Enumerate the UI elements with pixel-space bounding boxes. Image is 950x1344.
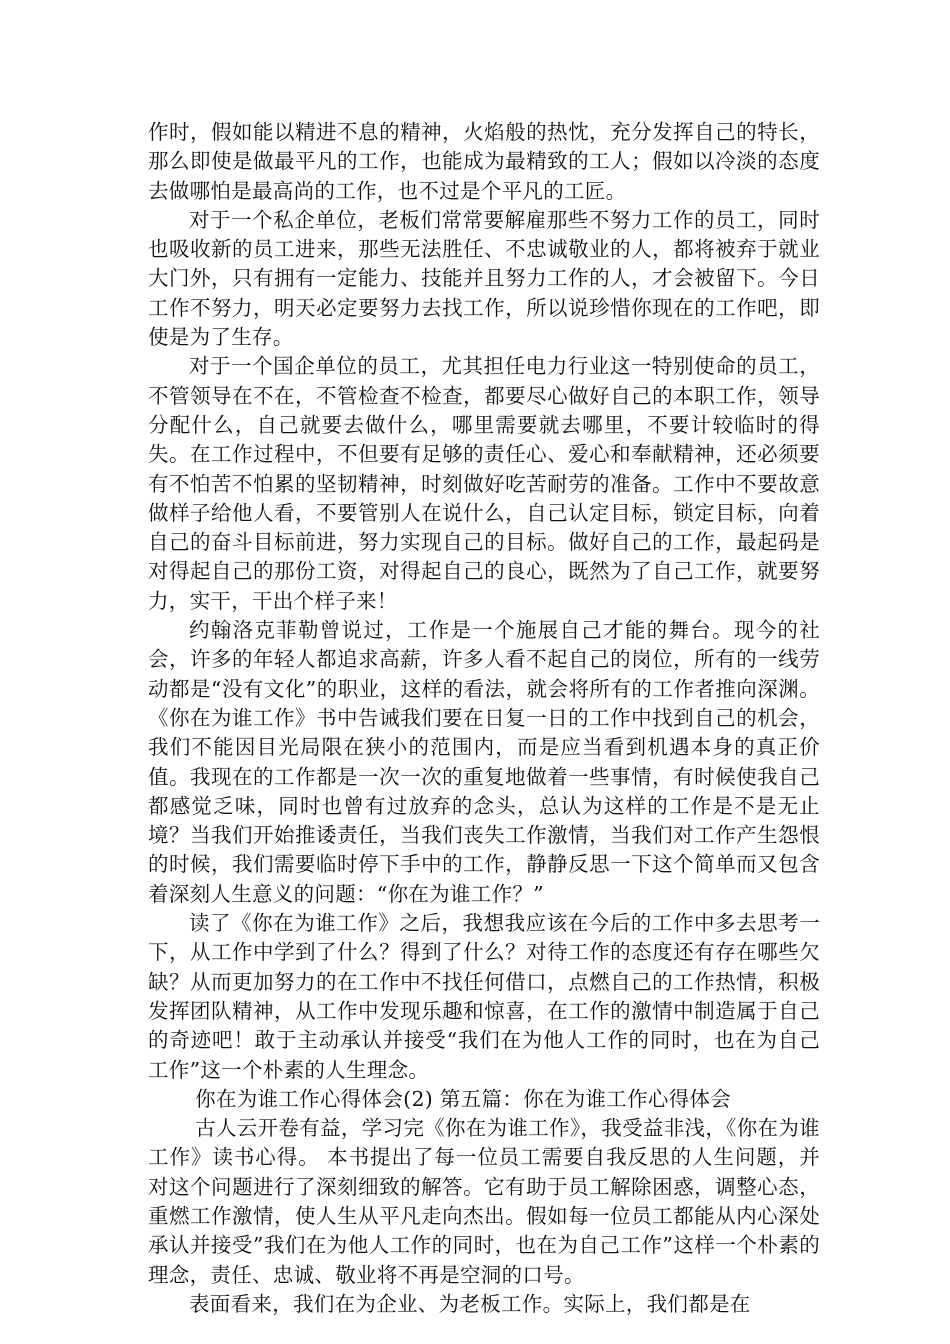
- paragraph-1: 作时，假如能以精进不息的精神，火焰般的热忱，充分发挥自己的特长，那么即使是做最平凡的工作，也能成为最精致的工人；假如以冷淡的态度去做哪怕是最高尚的工作，也不过是个平凡的工匠。: [148, 120, 820, 203]
- paragraph-2: 对于一个私企单位，老板们常常要解雇那些不努力工作的员工，同时也吸收新的员工进来，那些无法胜任、不忠诚敬业的人，都将被弃于就业大门外，只有拥有一定能力、技能并且努力工作的人，才会被留下。今日工作不努力，明天必定要努力去找工作，所以说珍惜你现在的工作吧，即使是为了生存。: [148, 207, 820, 350]
- paragraph-4: 约翰洛克菲勒曾说过，工作是一个施展自己才能的舞台。现今的社会，许多的年轻人都追求高薪，许多人看不起自己的岗位，所有的一线劳动都是“没有文化”的职业，这样的看法，就会将所有的工作者推向深渊。《你在为谁工作》书中告诫我们要在日复一日的工作中找到自己的机会，我们不能因目光局限在狭小的范围内，而是应当看到机遇本身的真正价值。我现在的工作都是一次一次的重复地做着一些事情，有时候使我自己都感觉乏味，同时也曾有过放弃的念头，总认为这样的工作是不是无止境？当我们开始推诿责任，当我们丧失工作激情，当我们对工作产生怨恨的时候，我们需要临时停下手中的工作，静静反思一下这个简单而又包含着深刻人生意义的问题：“你在为谁工作？”: [148, 618, 820, 906]
- section-heading: 你在为谁工作心得体会(2) 第五篇：你在为谁工作心得体会: [195, 1086, 732, 1111]
- paragraph-5: 读了《你在为谁工作》之后，我想我应该在今后的工作中多去思考一下，从工作中学到了什么？得到了什么？对待工作的态度还有存在哪些欠缺？从而更加努力的在工作中不找任何借口，点燃自己的工作热情，积极发挥团队精神，从工作中发现乐趣和惊喜，在工作的激情中制造属于自己的奇迹吧！敢于主动承认并接受“我们在为他人工作的同时，也在为自己工作”这一个朴素的人生理念。: [148, 911, 820, 1082]
- paragraph-7: 表面看来，我们在为企业、为老板工作。实际上，我们都是在: [189, 1291, 751, 1316]
- paragraph-6: 古人云开卷有益，学习完《你在为谁工作》，我受益非浅，《你在为谁工作》读书心得。 本书提出了每一位员工需要自我反思的人生问题，并对这个问题进行了深刻细致的解答。它有助于员工解除困惑，调整心态，重燃工作激情，使人生从平凡走向杰出。假如每一位员工都能从内心深处承认并接受”我们在为他人工作的同时，也在为自己工作”这样一个朴素的理念，责任、忠诚、敬业将不再是空洞的口号。: [148, 1116, 820, 1287]
- paragraph-3: 对于一个国企单位的员工，尤其担任电力行业这一特别使命的员工，不管领导在不在，不管检查不检查，都要尽心做好自己的本职工作，领导分配什么，自己就要去做什么，哪里需要就去哪里，不要计较临时的得失。在工作过程中，不但要有足够的责任心、爱心和奉献精神，还必须要有不怕苦不怕累的坚韧精神，时刻做好吃苦耐劳的准备。工作中不要故意做样子给他人看，不要管别人在说什么，自己认定目标，锁定目标，向着自己的奋斗目标前进，努力实现自己的目标。做好自己的工作，最起码是对得起自己的那份工资，对得起自己的良心，既然为了自己工作，就要努力，实干，干出个样子来！: [148, 354, 820, 613]
- document-page: [148, 118, 820, 1319]
